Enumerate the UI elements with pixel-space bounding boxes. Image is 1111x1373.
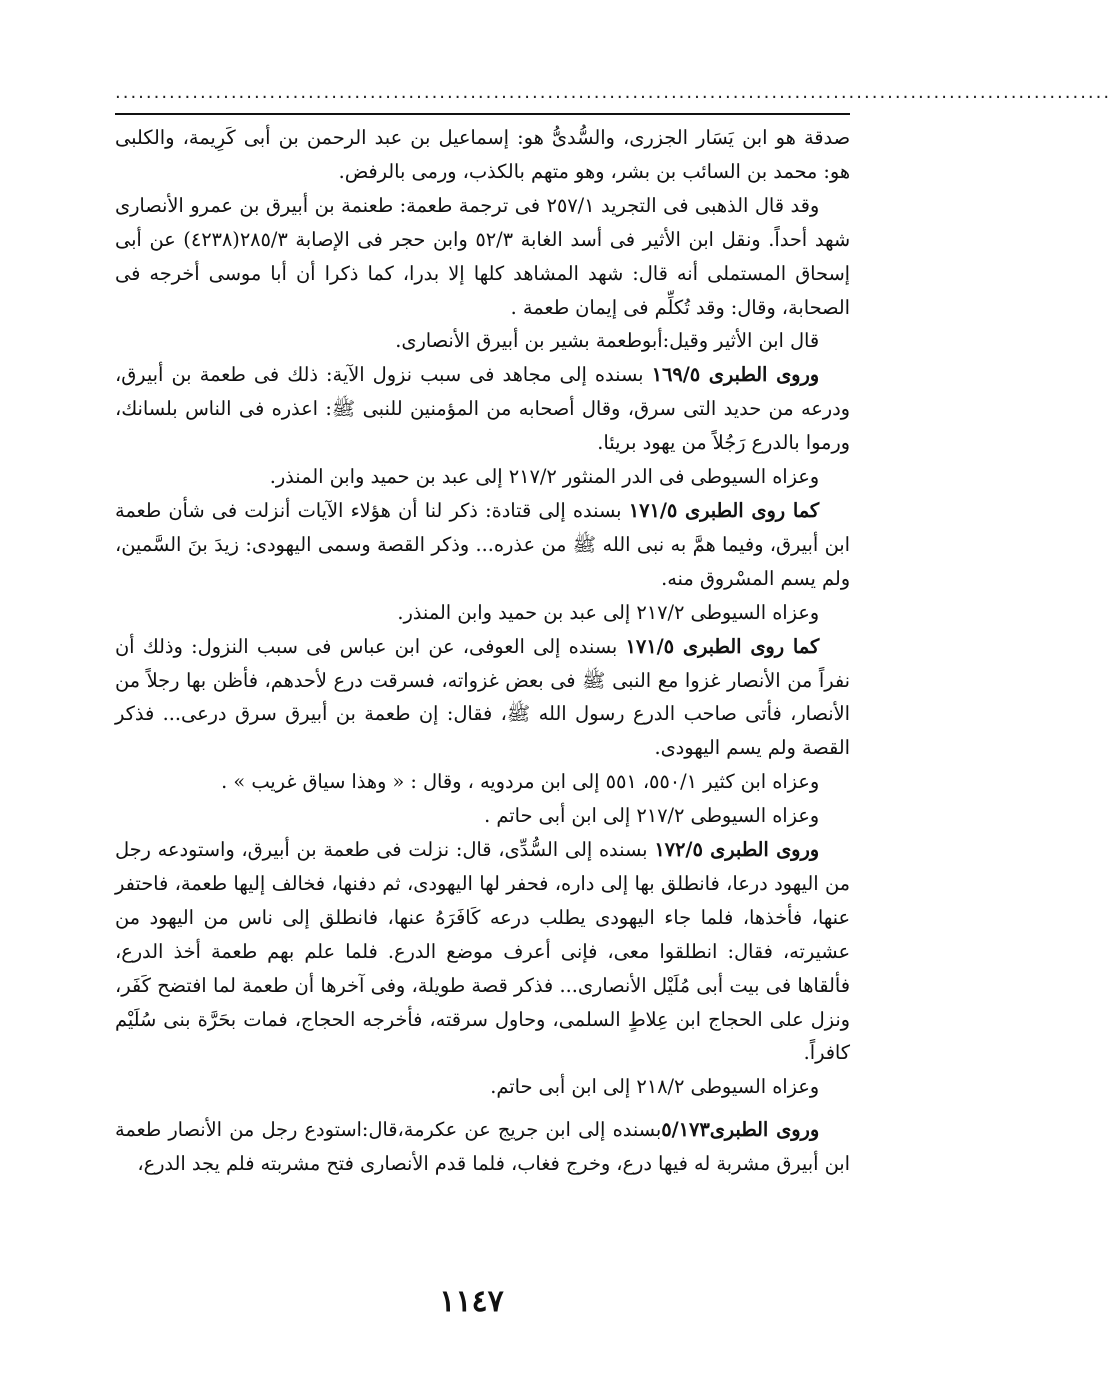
- paragraph: وعزاه السيوطى ٢١٧/٢ إلى عبد بن حميد وابن المنذر.: [397, 600, 820, 624]
- paragraph: وعزاه السيوطى فى الدر المنثور ٢١٧/٢ إلى عبد بن حميد وابن المنذر.: [269, 465, 820, 489]
- paragraph: [115, 630, 850, 766]
- citation-lead: وروى الطبرى ١٧٢/٥: [654, 838, 820, 862]
- page-number: ١١٤٧: [439, 1284, 504, 1319]
- paragraph: وقد قال الذهبى فى التجريد ٢٥٧/١ فى ترجمة طعمة: طعنمة بن أبيرق بن عمرو الأنصارى شهد أحداً. ونقل ابن الأثير فى أسد الغابة ٥٢/٣ وابن حجر فى الإصابة ٢٨٥/٣(٤٢٣٨) عن أبى إسحاق المستملى أنه قال: شهد المشاهد كلها إلا بدرا، كما ذكرا أن أبا موسى أخرجه فى الصحابة، وقال: وقد تُكلِّم فى إيمان طعمة .: [115, 193, 850, 319]
- citation-lead: كما روى الطبرى ١٧١/٥: [628, 498, 820, 522]
- paragraph: وعزاه السيوطى ٢١٧/٢ إلى ابن أبى حاتم .: [484, 804, 820, 828]
- paragraph: وعزاه السيوطى ٢١٨/٢ إلى ابن أبى حاتم.: [490, 1075, 820, 1099]
- paragraph: [115, 1113, 850, 1181]
- paragraph-text: بسنده إلى مجاهد فى سبب نزول الآية: ذلك فى طعمة بن أبيرق، ودرعه من حديد التى سرق، وقال أصحابه من المؤمنين للنبى ﷺ: اعذره فى الناس بلسانك، ورموا بالدرع رَجُلاً من يهود بريئا.: [115, 363, 850, 455]
- citation-lead: وروى الطبرى٥/١٧٣: [661, 1118, 820, 1142]
- paragraph: وعزاه ابن كثير ٥٥٠/١، ٥٥١ إلى ابن مردويه ، وقال : « وهذا سياق غريب » .: [221, 770, 820, 794]
- header-rule: [115, 113, 850, 115]
- paragraph-text: بسنده إلى العوفى، عن ابن عباس فى سبب النزول: وذلك أن نفراً من الأنصار غزوا مع النبى ﷺ فى بعض غزواته، فسرقت درع لأحدهم، فأظن بها رجلاً من الأنصار، فأتى صاحب الدرع رسول الله ﷺ، فقال: إن طعمة بن أبيرق سرق درعى... فذكر القصة ولم يسم اليهودى.: [115, 634, 850, 760]
- dotted-separator: .................................................................................................................................: [115, 82, 1111, 103]
- paragraph: [115, 358, 850, 460]
- paragraph: [115, 833, 850, 1070]
- paragraph-text: بسنده إلى ابن جريج عن عكرمة،قال:استودع رجل من الأنصار طعمة ابن أبيرق مشربة له فيها درع، وخرج فغاب، فلما قدم الأنصارى فتح مشربته فلم يجد الدرع،: [115, 1118, 850, 1176]
- citation-lead: كما روى الطبرى ١٧١/٥: [625, 634, 820, 658]
- paragraph-text: بسنده إلى قتادة: ذكر لنا أن هؤلاء الآيات أنزلت فى شأن طعمة ابن أبيرق، وفيما همَّ به نبى الله ﷺ من عذره... وذكر القصة وسمى اليهودى: زيدَ بنَ السَّمين، ولم يسم المسْروق منه.: [115, 498, 850, 590]
- paragraph: صدقة هو ابن يَسَار الجزرى، والسُّدىُّ هو: إسماعيل بن عبد الرحمن بن أبى كَرِيمة، والكلبى هو: محمد بن السائب بن بشر، وهو متهم بالكذب، ورمى بالرفض.: [115, 126, 850, 183]
- paragraph: قال ابن الأثير وقيل:أبوطعمة بشير بن أبيرق الأنصارى.: [395, 329, 820, 353]
- citation-lead: وروى الطبرى ١٦٩/٥: [651, 363, 820, 387]
- footnote-body: [115, 121, 850, 1181]
- paragraph: [115, 494, 850, 596]
- paragraph-text: بسنده إلى السُّدِّى، قال: نزلت فى طعمة بن أبيرق، واستودعه رجل من اليهود درعا، فانطلق بها إلى داره، فحفر لها اليهودى، ثم دفنها، فخالف إليها طعمة، فاحتفر عنها، فأخذها، فلما جاء اليهودى يطلب درعه كَافَرَهُ عنها، فانطلق إلى ناس من اليهود من عشيرته، فقال: انطلقوا معى، فإنى أعرف موضع الدرع. فلما علم بهم طعمة أخذ الدرع، فألقاها فى بيت أبى مُلَيْل الأنصارى... فذكر قصة طويلة، وفى آخرها أن طعمة لما افتضح كَفَر، ونزل على الحجاج ابن عِلاطٍ السلمى، وحاول سرقته، فأخرجه الحجاج، فمات بحَرَّة بنى سُلَيْم كافراً.: [115, 838, 850, 1065]
